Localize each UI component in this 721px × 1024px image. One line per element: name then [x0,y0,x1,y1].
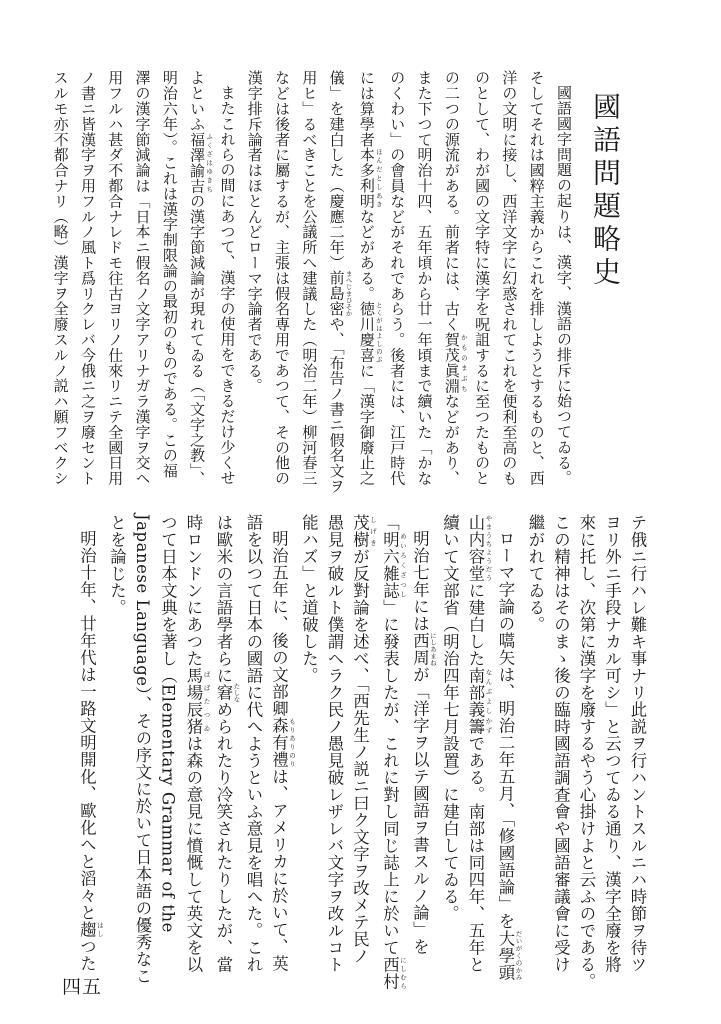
ruby-base: 徳川慶喜 [357,301,376,363]
text-column [211,514,241,984]
text-column [46,70,73,495]
text-run: そしてそれは國粹主義からこれを排しようとするものと、西 [527,70,546,486]
text-column [295,70,322,495]
ruby-base: 南部義籌 [466,667,485,735]
text-column [574,514,600,990]
text-run: 用フルハ甚ダ不都合ナレドモ往古ヨリノ仕來リニテ全國日用 [106,70,125,486]
text-column [353,70,383,495]
text-run: には算學者 [357,70,376,147]
text-run: ノ書ニ皆漢字ヲ用フルノ風ト爲リクレバ今俄ニ之ヲ廢セント [78,70,97,486]
ruby-base: 趨 [77,921,97,939]
text-column [128,70,155,495]
text-column [522,70,549,495]
text-column [438,70,468,495]
furigana: なんぶよしかず [484,667,493,735]
ruby-word [410,632,437,667]
text-column [240,70,267,495]
ruby-word [466,667,493,735]
bottom-text-block [74,514,650,990]
text-run: またこれらの間にあつて、漢字の使用をできるだけ少くせ [218,85,237,486]
furigana: だいがくのかみ [514,930,523,982]
text-column [377,514,407,990]
ruby-base: 西周 [410,632,430,667]
text-column [523,514,549,984]
ruby-base: 前島密 [327,270,346,317]
ruby-base: 賀茂眞淵 [442,331,461,394]
text-run: は歐米の言語學者らに [214,514,233,684]
text-run: ローマ字論の嚆矢は、明治二年五月、「修國語論」を [496,530,515,931]
text-run: 明治七年には [410,530,430,633]
text-run: スルモ亦不都合ナリ（略）漢字ヲ全廢スルノ説ハ願フベクシ [51,70,70,486]
text-run: などは後者に屬するが、主張は假名専用であつて、その他の [273,70,292,486]
text-run: 時ロンドンにあつた [184,514,203,667]
text-run: が反對論を述べ、「西先生ノ説ニ曰ク文字ヲ改メテ民ノ [350,548,370,965]
furigana: ほんだとしあき [374,147,383,209]
text-run: 漢字排斥論者はほとんどローマ字論者である。 [245,70,264,394]
ruby-base: 茂樹 [350,514,370,548]
text-run: とを論じた。 [107,514,127,616]
ruby-word [188,131,214,194]
text-run: 用ヒ」るべきことを公議所へ建議した（明治二年）柳河春三 [300,70,319,486]
ruby-base: 馬場辰猪 [184,667,203,735]
text-column [74,514,104,984]
ruby-base: 西村 [380,956,400,990]
text-run: 明治十年、廿年代は一路文明開化、歐化へと滔々と [77,530,97,922]
text-column [410,70,437,495]
text-run: に「漢字御廢止之 [357,362,376,486]
furigana: めいろくざつし [399,531,407,599]
text-run: 明治五年に、後の文部卿 [269,530,289,718]
furigana: とくがはよしのぶ [374,301,383,363]
text-run: 」に發表したが、これに對し同じ誌上に於いて [380,599,400,956]
ruby-word [327,270,353,317]
furigana: やまうちようだう [484,514,493,582]
text-column [156,70,183,495]
text-run: などがある。 [357,208,376,302]
ruby-word [184,667,211,735]
text-column [322,514,348,984]
text-column [437,514,463,984]
text-column [181,514,211,984]
text-run: Japanese Language）、その序文に於いて日本語の優秀なこ [133,514,152,985]
text-column [347,514,377,984]
text-column [407,514,437,984]
furigana: まへじまひそか [344,270,353,317]
text-run: 儀」を建白した（慶應二年） [327,70,346,271]
ruby-word [77,921,104,939]
ruby-word [350,514,377,548]
ruby-base: 本多利明 [357,147,376,209]
text-column [625,514,651,984]
furigana: ふくざはゆきち [205,131,214,194]
furigana: しげき [369,514,377,548]
text-column [468,70,495,495]
text-run: は、アメリカに於いて、英 [269,768,289,973]
ruby-word [466,514,493,582]
text-column [548,514,574,984]
text-column [183,70,213,495]
ruby-base: 大學頭 [496,930,515,982]
text-column [155,514,181,984]
text-run: 語を以つて日本の國語に代へようといふ意見を唱へた。これ [244,514,263,973]
text-column [599,514,625,984]
text-run: テ俄ニ行ハレ難キ事ナリ此説ヲ行ハントスルニハ時節ヲ待ツ [628,514,647,973]
ruby-word [496,930,523,982]
text-column [241,514,267,984]
text-run: 愚見ヲ破ルト僕謂ヘラク民ノ愚見破レザレバ文字ヲ改ルコト [325,514,344,973]
furigana: にしむら [399,956,407,990]
text-run: のとして、わが國の文字特に漢字を呪詛するに至つたものと [473,70,492,486]
text-run: が「洋字ヲ以テ國語ヲ書スルノ論」を [410,666,430,956]
text-run: 能ハズ」と道破した。 [299,514,319,684]
furigana: もりありのり [288,717,296,769]
ruby-base: 福澤諭吉 [188,131,207,194]
ruby-word [380,956,407,990]
furigana: かものまぶち [459,331,468,394]
text-column [130,514,156,984]
ruby-word [269,717,296,769]
text-column [213,70,240,495]
text-run: 洋の文明に接し、西洋文字に幻惑されてこれを便利至高のも [500,70,519,486]
text-run: は森の意見に憤慨して英文を以 [184,735,203,973]
text-run: の二つの源流がある。前者には、古く [442,70,461,332]
text-run: 澤の漢字節減論は「日本ニ假名ノ文字アリナガラ漢字ヲ交ヘ [133,70,152,486]
ruby-word [214,682,241,703]
ruby-base: 山内容堂 [466,514,485,582]
text-column [268,70,295,495]
text-run: に建白した [466,582,485,667]
text-run: この精神はそのまゝ後の臨時國語調査會や國語審議會に受け [551,514,571,973]
text-run: 「 [380,514,400,531]
ruby-base: 窘 [214,682,233,703]
text-column [266,514,296,984]
text-run: つて日本文典を著し（Elementary Grammar of the [158,514,178,933]
text-run: などがあり、 [442,393,461,486]
text-run: められたり冷笑されたりしたが、當 [214,701,233,973]
text-run: 明治六年）。これは漢字制限論の最初のものである。この福 [160,70,179,479]
text-run: 來に托し、次第に漢字を廢するやう心掛けよと云ふのである。 [577,514,596,990]
text-run: よといふ [188,70,207,132]
ruby-word [380,531,407,599]
text-run: また下つて明治十四、五年頃から廿一年頃まで續いた「かな [415,70,434,486]
ruby-word [442,331,468,394]
text-run: 繼がれてゐる。 [526,514,545,633]
text-column [383,70,410,495]
furigana: にしあまね [429,632,437,667]
text-run: 國語國字問題の起りは、漢字、漢語の排斥に始つてゐる。 [555,85,573,486]
page-number: 四五 [62,976,103,998]
text-run: 續いて文部省（明治四年七月設置）に建白してゐる。 [440,514,460,922]
text-run: である。南部は同四年、五年と [466,735,485,973]
text-column [322,70,352,495]
ruby-word [357,147,383,209]
text-run: のくわい」の會員などがそれであらう。後者には、江戸時代 [388,70,407,486]
text-run: ヨリ外ニ手段ナカル可シ」と云つてゐる通り、漢字全廢を將 [602,514,622,973]
text-run: の漢字節減論が現れてゐる（「文字之教」、 [188,193,207,487]
text-column [74,70,101,495]
text-column [101,70,128,495]
furigana: たしな [232,682,241,703]
furigana: ばばたつゐ [202,667,211,735]
ruby-base: 明六雑誌 [380,531,400,599]
text-column [104,514,130,984]
top-text-block [46,70,577,495]
text-column [296,514,322,984]
text-column [463,514,493,984]
text-column [495,70,522,495]
page-title: 國語問題略史 [589,92,622,290]
furigana: はし [96,921,104,939]
ruby-base: 森有禮 [269,717,289,769]
text-column [493,514,523,984]
text-run: つた [77,938,97,973]
ruby-word [357,301,383,363]
text-column [550,70,577,495]
text-run: や、「布告ノ書ニ假名文ヲ [327,316,346,494]
